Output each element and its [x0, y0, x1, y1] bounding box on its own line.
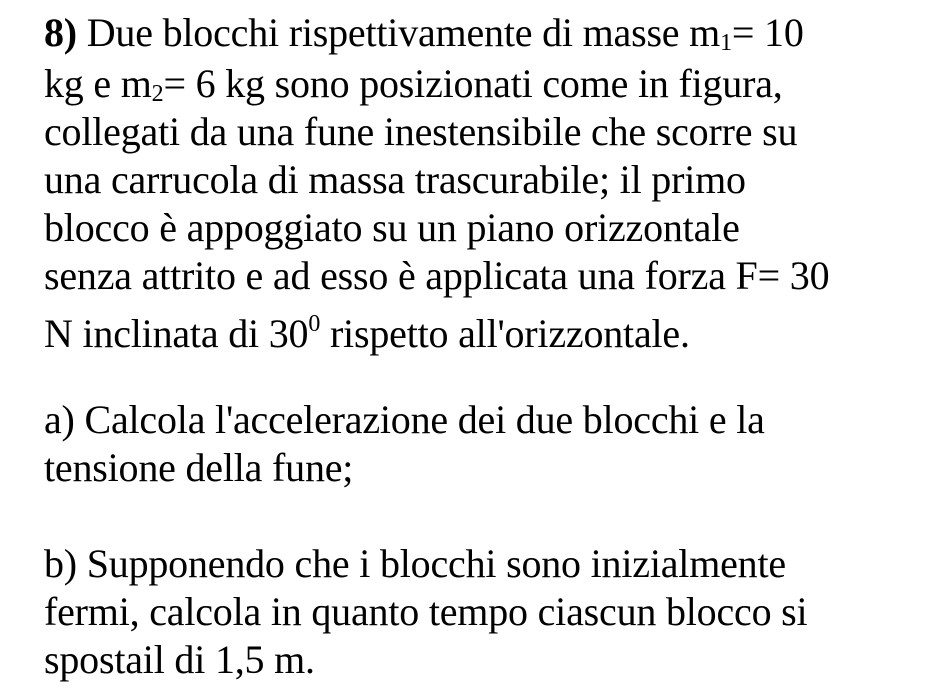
problem-line-1-text: Due blocchi rispettivamente di masse m: [86, 10, 721, 55]
problem-line-7-text: N inclinata di 30: [44, 311, 309, 356]
question-b-line-1: b) Supponendo che i blocchi sono inizialmente: [44, 541, 786, 586]
question-b-line-3: spostail di 1,5 m.: [44, 637, 315, 682]
mass-subscript-2: 2: [151, 81, 164, 107]
problem-line-3: collegati da una fune inestensibile che scorre su: [44, 109, 798, 154]
degree-superscript: 0: [308, 311, 321, 337]
problem-line-4: una carrucola di massa trascurabile; il primo: [44, 157, 746, 202]
question-a-line-2: tensione della fune;: [44, 445, 354, 490]
mass-subscript-1: 1: [720, 30, 732, 56]
problem-line-6: senza attrito e ad esso è applicata una forza F= 30: [44, 253, 830, 298]
problem-line-7: [44, 300, 690, 358]
question-b-line-2: fermi, calcola in quanto tempo ciascun blocco si: [44, 589, 808, 634]
problem-number: 8): [44, 10, 77, 55]
problem-line-1-end: = 10: [731, 10, 804, 55]
problem-line-5: blocco è appoggiato su un piano orizzontale: [44, 205, 740, 250]
problem-line-7-end: rispetto all'orizzontale.: [320, 311, 690, 356]
problem-line-1: [44, 9, 804, 67]
question-a-line-1: a) Calcola l'accelerazione dei due blocchi e la: [44, 397, 765, 442]
problem-line-2-text: kg e m: [44, 61, 152, 106]
problem-line-2-end: = 6 kg sono posizionati come in figura,: [163, 61, 783, 106]
